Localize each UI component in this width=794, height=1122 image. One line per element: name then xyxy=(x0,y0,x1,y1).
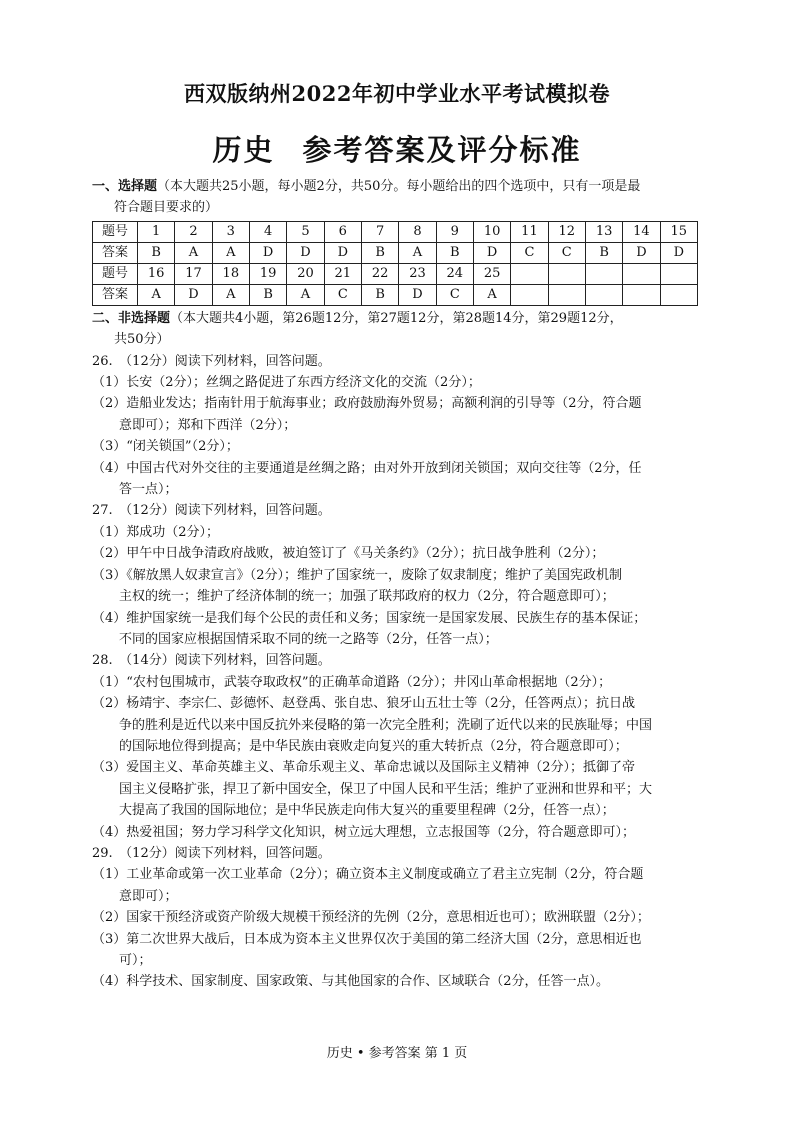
question-number-cell: 3 xyxy=(212,221,249,242)
answer-cell: D xyxy=(623,242,660,263)
question-number-cell: 11 xyxy=(511,221,548,242)
question-number-cell xyxy=(660,263,697,284)
answer-item-cont: 答一点）； xyxy=(119,482,178,498)
answer-item: （2）造船业发达；指南针用于航海事业；政府鼓励海外贸易；高额利润的引导等（2分，符合题 xyxy=(92,396,642,412)
section1-heading xyxy=(92,176,698,197)
answer-cell: C xyxy=(511,242,548,263)
question-number-cell: 4 xyxy=(249,221,286,242)
answer-item-cont: 主权的统一；维护了经济体制的统一；加强了联邦政府的权力（2分，符合题意即可）； xyxy=(119,589,615,605)
answer-row-label: 答案 xyxy=(93,242,138,263)
question-number-row-label: 题号 xyxy=(93,263,138,284)
answer-cell: C xyxy=(324,284,361,305)
answer-cell: B xyxy=(361,242,398,263)
section1-description-cont: 符合题目要求的） xyxy=(114,200,219,216)
answer-item: （3）第二次世界大战后，日本成为资本主义世界仅次于美国的第二经济大国（2分，意思相近也 xyxy=(92,931,642,947)
question-number-cell: 5 xyxy=(287,221,324,242)
section2-heading xyxy=(92,308,698,329)
answer-cell: C xyxy=(436,284,473,305)
document-subtitle: 参考答案及评分标准 xyxy=(302,133,582,167)
answer-cell: A xyxy=(399,242,436,263)
question-number-cell: 20 xyxy=(287,263,324,284)
answer-cell: A xyxy=(138,284,175,305)
subject-label: 历史 xyxy=(212,133,275,167)
question-number-cell: 16 xyxy=(138,263,175,284)
question-number-cell: 17 xyxy=(175,263,212,284)
answer-cell: A xyxy=(287,284,324,305)
answer-item: （1）长安（2分）；丝绸之路促进了东西方经济文化的交流（2分）； xyxy=(92,375,481,391)
question-number-row xyxy=(93,221,698,242)
answer-item: （4）中国古代对外交往的主要通道是丝绸之路；由对外开放到闭关锁国；双向交往等（2分，任 xyxy=(92,460,642,476)
answer-cell: D xyxy=(473,242,510,263)
answer-cell: D xyxy=(660,242,697,263)
question-number-cell xyxy=(585,263,622,284)
question-number-cell: 7 xyxy=(361,221,398,242)
answer-item: （4）热爱祖国；努力学习科学文化知识，树立远大理想，立志报国等（2分，符合题意即可）； xyxy=(92,824,636,840)
answer-cell: A xyxy=(212,242,249,263)
section2-description-cont: 共50分） xyxy=(114,332,170,348)
answer-cell: B xyxy=(585,242,622,263)
document-heading xyxy=(0,128,794,169)
answer-cell: A xyxy=(175,242,212,263)
answer-item: （1）“农村包围城市，武装夺取政权”的正确革命道路（2分）；井冈山革命根据地（2分）； xyxy=(92,674,612,690)
question-number-cell: 6 xyxy=(324,221,361,242)
section1-description: （本大题共25小题，每小题2分，共50分。每小题给出的四个选项中，只有一项是最 xyxy=(157,179,641,194)
question-heading: 28. （14分）阅读下列材料，回答问题。 xyxy=(92,653,331,669)
question-number-cell xyxy=(548,263,585,284)
answer-item-cont: 大提高了我国的国际地位；是中华民族走向伟大复兴的重要里程碑（2分，任答一点）； xyxy=(119,803,615,819)
page-footer: 历史 • 参考答案 第 1 页 xyxy=(326,1046,468,1061)
question-number-cell: 24 xyxy=(436,263,473,284)
question-number-cell: 9 xyxy=(436,221,473,242)
answer-item: （2）杨靖宇、李宗仁、彭德怀、赵登禹、张自忠、狼牙山五壮士等（2分，任答两点）；抗日战 xyxy=(92,696,636,712)
choice-answer-table xyxy=(92,221,698,306)
answer-cell: B xyxy=(138,242,175,263)
answer-cell xyxy=(511,284,548,305)
answer-cell: A xyxy=(212,284,249,305)
section2-description: （本大题共4小题，第26题12分，第27题12分，第28题14分，第29题12分， xyxy=(170,310,623,326)
answer-item-cont: 可）； xyxy=(119,953,152,968)
question-heading: 27. （12分）阅读下列材料，回答问题。 xyxy=(92,503,331,519)
answer-cell: D xyxy=(399,284,436,305)
question-number-cell: 25 xyxy=(473,263,510,284)
answer-cell: A xyxy=(473,284,510,305)
answer-row xyxy=(93,242,698,263)
answer-row-label: 答案 xyxy=(93,284,138,305)
answer-row xyxy=(93,284,698,305)
question-number-cell xyxy=(623,263,660,284)
answer-item-cont: 的国际地位得到提高；是中华民族由衰败走向复兴的重大转折点（2分，符合题意即可）； xyxy=(119,738,628,754)
answer-item: （1）工业革命或第一次工业革命（2分）；确立资本主义制度或确立了君主立宪制（2分，符合题 xyxy=(92,867,644,883)
question-number-cell: 19 xyxy=(249,263,286,284)
question-list xyxy=(92,351,698,993)
answer-item: （3）《解放黑人奴隶宣言》（2分）；维护了国家统一，废除了奴隶制度；维护了美国宪政机制 xyxy=(92,567,623,583)
answer-item: （3）爱国主义、革命英雄主义、革命乐观主义、革命忠诚以及国际主义精神（2分）；抵御了帝 xyxy=(92,760,636,776)
question-heading: 29. （12分）阅读下列材料，回答问题。 xyxy=(92,845,331,861)
answer-cell: D xyxy=(175,284,212,305)
answer-content xyxy=(92,176,698,993)
answer-item: （2）甲午中日战争清政府战败，被迫签订了《马关条约》（2分）；抗日战争胜利（2分）； xyxy=(92,546,605,562)
question-number-cell: 21 xyxy=(324,263,361,284)
answer-item-cont: 不同的国家应根据国情采取不同的统一之路等（2分，任答一点）； xyxy=(119,631,498,647)
answer-item: （4）科学技术、国家制度、国家政策、与其他国家的合作、区域联合（2分，任答一点）。 xyxy=(92,974,610,990)
answer-cell: D xyxy=(249,242,286,263)
question-number-cell: 18 xyxy=(212,263,249,284)
answer-item: （3）“闭关锁国”（2分）； xyxy=(92,439,239,455)
answer-cell xyxy=(623,284,660,305)
answer-cell: C xyxy=(548,242,585,263)
answer-cell: B xyxy=(249,284,286,305)
question-number-cell: 15 xyxy=(660,221,697,242)
answer-item: （2）国家干预经济或资产阶级大规模干预经济的先例（2分，意思相近也可）；欧洲联盟（2分）； xyxy=(92,910,650,926)
question-number-cell: 8 xyxy=(399,221,436,242)
answer-cell xyxy=(585,284,622,305)
answer-cell: D xyxy=(287,242,324,263)
question-number-cell: 2 xyxy=(175,221,212,242)
answer-item-cont: 意即可）； xyxy=(119,888,178,904)
answer-cell: D xyxy=(324,242,361,263)
question-number-cell: 12 xyxy=(548,221,585,242)
question-number-cell: 22 xyxy=(361,263,398,284)
question-number-cell: 13 xyxy=(585,221,622,242)
question-number-cell: 10 xyxy=(473,221,510,242)
section2-label: 二、非选择题 xyxy=(92,310,171,326)
question-number-cell: 1 xyxy=(138,221,175,242)
answer-cell: B xyxy=(436,242,473,263)
answer-item: （1）郑成功（2分）； xyxy=(92,524,220,540)
answer-cell xyxy=(548,284,585,305)
question-number-cell: 14 xyxy=(623,221,660,242)
answer-cell xyxy=(660,284,697,305)
question-number-row xyxy=(93,263,698,284)
exam-title: 西双版纳州2022年初中学业水平考试模拟卷 xyxy=(184,81,610,106)
answer-item: （4）维护国家统一是我们每个公民的责任和义务；国家统一是国家发展、民族生存的基本保证； xyxy=(92,610,647,626)
question-number-cell xyxy=(511,263,548,284)
question-number-cell: 23 xyxy=(399,263,436,284)
answer-cell: B xyxy=(361,284,398,305)
question-number-row-label: 题号 xyxy=(93,221,138,242)
question-heading: 26. （12分）阅读下列材料，回答问题。 xyxy=(92,353,331,369)
section1-label: 一、选择题 xyxy=(92,179,158,194)
answer-item-cont: 意即可）；郑和下西洋（2分）； xyxy=(119,417,297,433)
answer-item-cont: 争的胜利是近代以来中国反抗外来侵略的第一次完全胜利；洗刷了近代以来的民族耻辱；中国 xyxy=(119,717,653,733)
answer-item-cont: 国主义侵略扩张，捍卫了新中国安全，保卫了中国人民和平生活；维护了亚洲和世界和平；大 xyxy=(119,781,653,797)
